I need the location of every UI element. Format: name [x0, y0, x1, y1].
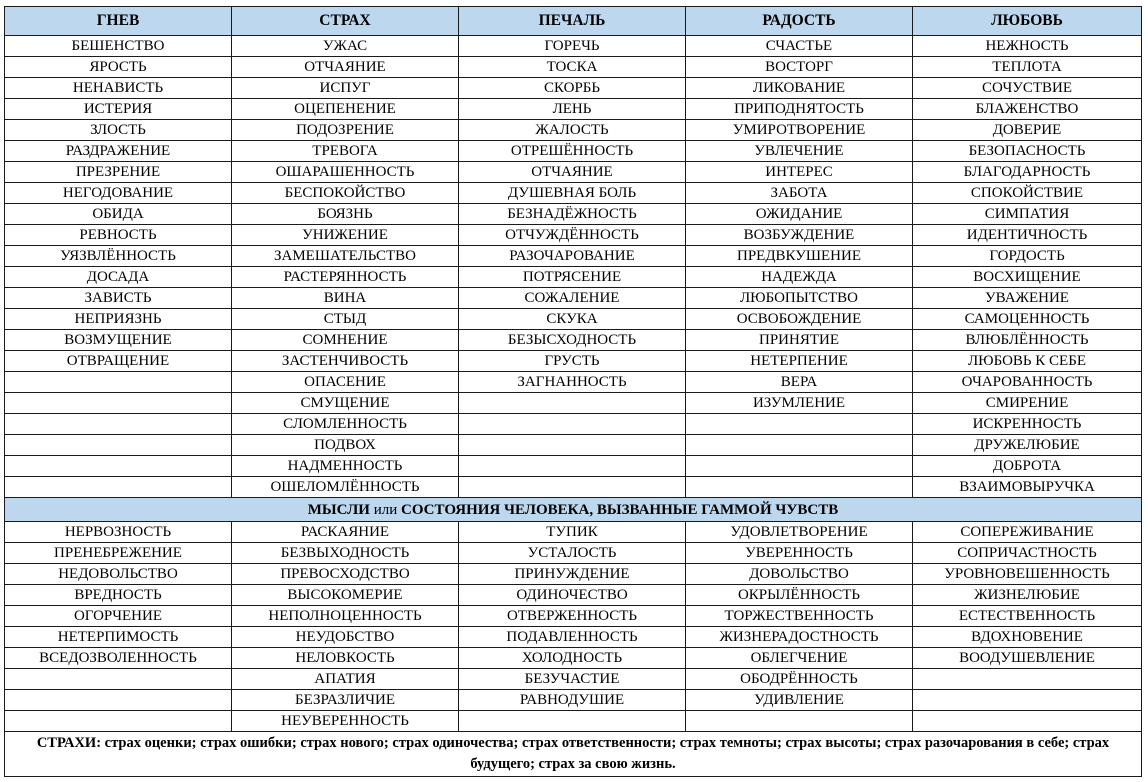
- section-row: [5, 498, 1142, 522]
- table-cell: СИМПАТИЯ: [913, 204, 1142, 225]
- feeling-row: [5, 309, 1142, 330]
- table-cell: ЗАГНАННОСТЬ: [459, 372, 686, 393]
- table-cell: ОЧАРОВАННОСТЬ: [913, 372, 1142, 393]
- table-cell: БЕЗНАДЁЖНОСТЬ: [459, 204, 686, 225]
- table-cell: НЕУДОБСТВО: [232, 627, 459, 648]
- table-cell: ГОРЕЧЬ: [459, 36, 686, 57]
- header-row: [5, 7, 1142, 36]
- column-header-love: ЛЮБОВЬ: [913, 7, 1142, 36]
- table-cell: ЗАВИСТЬ: [5, 288, 232, 309]
- table-cell: ПОДОЗРЕНИЕ: [232, 120, 459, 141]
- feeling-row: [5, 246, 1142, 267]
- table-cell: ПОТРЯСЕНИЕ: [459, 267, 686, 288]
- table-cell: ОШАРАШЕННОСТЬ: [232, 162, 459, 183]
- table-cell: БОЯЗНЬ: [232, 204, 459, 225]
- feelings-table: [4, 6, 1142, 777]
- table-cell: ЗАБОТА: [686, 183, 913, 204]
- table-cell: ОБОДРЁННОСТЬ: [686, 669, 913, 690]
- table-cell: ВЕРА: [686, 372, 913, 393]
- table-cell: АПАТИЯ: [232, 669, 459, 690]
- table-cell: СЛОМЛЕННОСТЬ: [232, 414, 459, 435]
- feeling-row: [5, 141, 1142, 162]
- table-cell: ЯРОСТЬ: [5, 57, 232, 78]
- table-cell: ПРЕЗРЕНИЕ: [5, 162, 232, 183]
- table-cell: НЕУВЕРЕННОСТЬ: [232, 711, 459, 732]
- table-cell: РАЗДРАЖЕНИЕ: [5, 141, 232, 162]
- table-cell: ПОДАВЛЕННОСТЬ: [459, 627, 686, 648]
- feeling-row: [5, 330, 1142, 351]
- table-cell: ОТЧАЯНИЕ: [232, 57, 459, 78]
- table-cell: ЖИЗНЕЛЮБИЕ: [913, 585, 1142, 606]
- section-title: МЫСЛИ или СОСТОЯНИЯ ЧЕЛОВЕКА, ВЫЗВАННЫЕ ГАММОЙ ЧУВСТВ: [5, 498, 1142, 522]
- table-cell: УДОВЛЕТВОРЕНИЕ: [686, 522, 913, 543]
- table-cell: НЕНАВИСТЬ: [5, 78, 232, 99]
- column-header-fear: СТРАХ: [232, 7, 459, 36]
- table-cell: УВЛЕЧЕНИЕ: [686, 141, 913, 162]
- feeling-row: [5, 435, 1142, 456]
- table-cell: УРОВНОВЕШЕННОСТЬ: [913, 564, 1142, 585]
- state-row: [5, 648, 1142, 669]
- column-header-sadness: ПЕЧАЛЬ: [459, 7, 686, 36]
- table-cell: НАДЕЖДА: [686, 267, 913, 288]
- table-cell: НЕТЕРПЕНИЕ: [686, 351, 913, 372]
- table-cell: СПОКОЙСТВИЕ: [913, 183, 1142, 204]
- table-cell: ОПАСЕНИЕ: [232, 372, 459, 393]
- table-cell: [913, 711, 1142, 732]
- feeling-row: [5, 57, 1142, 78]
- fears-note: СТРАХИ: страх оценки; страх ошибки; страх нового; страх одиночества; страх ответственности; страх темноты; страх высоты; страх разочарования в себе; страх будущего; страх за свою жизнь.: [5, 732, 1142, 777]
- table-cell: [686, 435, 913, 456]
- state-row: [5, 669, 1142, 690]
- table-cell: УЯЗВЛЁННОСТЬ: [5, 246, 232, 267]
- table-cell: ВИНА: [232, 288, 459, 309]
- table-cell: [5, 669, 232, 690]
- state-row: [5, 522, 1142, 543]
- table-cell: [5, 414, 232, 435]
- table-cell: [5, 435, 232, 456]
- table-cell: ЖАЛОСТЬ: [459, 120, 686, 141]
- table-cell: [459, 711, 686, 732]
- table-cell: ОБЛЕГЧЕНИЕ: [686, 648, 913, 669]
- feeling-row: [5, 36, 1142, 57]
- table-cell: ИДЕНТИЧНОСТЬ: [913, 225, 1142, 246]
- section-title-connector: или: [373, 501, 398, 518]
- table-cell: НЕТЕРПИМОСТЬ: [5, 627, 232, 648]
- footer-row: [5, 732, 1142, 777]
- table-cell: ОСВОБОЖДЕНИЕ: [686, 309, 913, 330]
- table-cell: РАЗОЧАРОВАНИЕ: [459, 246, 686, 267]
- state-row: [5, 543, 1142, 564]
- table-cell: НАДМЕННОСТЬ: [232, 456, 459, 477]
- table-cell: НЕДОВОЛЬСТВО: [5, 564, 232, 585]
- table-cell: УВЕРЕННОСТЬ: [686, 543, 913, 564]
- table-cell: ВООДУШЕВЛЕНИЕ: [913, 648, 1142, 669]
- table-cell: ВЛЮБЛЁННОСТЬ: [913, 330, 1142, 351]
- table-cell: ОБИДА: [5, 204, 232, 225]
- table-cell: ДОВЕРИЕ: [913, 120, 1142, 141]
- table-cell: ОТЧАЯНИЕ: [459, 162, 686, 183]
- table-cell: УЖАС: [232, 36, 459, 57]
- table-cell: [686, 456, 913, 477]
- table-cell: РАСКАЯНИЕ: [232, 522, 459, 543]
- table-cell: НЕЛОВКОСТЬ: [232, 648, 459, 669]
- table-cell: ТОРЖЕСТВЕННОСТЬ: [686, 606, 913, 627]
- table-cell: [5, 456, 232, 477]
- table-cell: НЕПРИЯЗНЬ: [5, 309, 232, 330]
- table-cell: БЕЗУЧАСТИЕ: [459, 669, 686, 690]
- column-header-joy: РАДОСТЬ: [686, 7, 913, 36]
- table-cell: ЗАСТЕНЧИВОСТЬ: [232, 351, 459, 372]
- table-cell: [686, 414, 913, 435]
- table-cell: БЛАГОДАРНОСТЬ: [913, 162, 1142, 183]
- feeling-row: [5, 288, 1142, 309]
- feeling-row: [5, 204, 1142, 225]
- feeling-row: [5, 267, 1142, 288]
- table-cell: ЗАМЕШАТЕЛЬСТВО: [232, 246, 459, 267]
- table-cell: ВОЗМУЩЕНИЕ: [5, 330, 232, 351]
- table-cell: НЕЖНОСТЬ: [913, 36, 1142, 57]
- feeling-row: [5, 477, 1142, 498]
- table-cell: ОТВЕРЖЕННОСТЬ: [459, 606, 686, 627]
- table-cell: ВЫСОКОМЕРИЕ: [232, 585, 459, 606]
- table-cell: ТОСКА: [459, 57, 686, 78]
- table-cell: ОЦЕПЕНЕНИЕ: [232, 99, 459, 120]
- state-row: [5, 585, 1142, 606]
- table-cell: БЕЗВЫХОДНОСТЬ: [232, 543, 459, 564]
- table-cell: СЧАСТЬЕ: [686, 36, 913, 57]
- table-cell: УДИВЛЕНИЕ: [686, 690, 913, 711]
- table-cell: [5, 711, 232, 732]
- table-cell: [5, 477, 232, 498]
- table-cell: [459, 456, 686, 477]
- table-cell: СОПРИЧАСТНОСТЬ: [913, 543, 1142, 564]
- table-cell: ВОСТОРГ: [686, 57, 913, 78]
- table-cell: СМИРЕНИЕ: [913, 393, 1142, 414]
- table-cell: ОТЧУЖДЁННОСТЬ: [459, 225, 686, 246]
- table-cell: [5, 372, 232, 393]
- table-cell: БЛАЖЕНСТВО: [913, 99, 1142, 120]
- table-cell: ПРЕДВКУШЕНИЕ: [686, 246, 913, 267]
- table-cell: ТУПИК: [459, 522, 686, 543]
- feelings-body: [5, 36, 1142, 498]
- table-cell: ЗЛОСТЬ: [5, 120, 232, 141]
- table-cell: БЕСПОКОЙСТВО: [232, 183, 459, 204]
- table-cell: СОЖАЛЕНИЕ: [459, 288, 686, 309]
- table-cell: ОДИНОЧЕСТВО: [459, 585, 686, 606]
- feeling-row: [5, 393, 1142, 414]
- table-cell: ТЕПЛОТА: [913, 57, 1142, 78]
- table-cell: ДУШЕВНАЯ БОЛЬ: [459, 183, 686, 204]
- table-cell: ПРИПОДНЯТОСТЬ: [686, 99, 913, 120]
- table-cell: ИЗУМЛЕНИЕ: [686, 393, 913, 414]
- state-row: [5, 690, 1142, 711]
- table-cell: ГРУСТЬ: [459, 351, 686, 372]
- table-cell: ХОЛОДНОСТЬ: [459, 648, 686, 669]
- feeling-row: [5, 372, 1142, 393]
- table-cell: [459, 435, 686, 456]
- feeling-row: [5, 183, 1142, 204]
- table-cell: [686, 711, 913, 732]
- table-cell: ВРЕДНОСТЬ: [5, 585, 232, 606]
- table-cell: РАСТЕРЯННОСТЬ: [232, 267, 459, 288]
- table-cell: СКУКА: [459, 309, 686, 330]
- table-cell: БЕЗРАЗЛИЧИЕ: [232, 690, 459, 711]
- table-cell: БЕШЕНСТВО: [5, 36, 232, 57]
- table-cell: ВЗАИМОВЫРУЧКА: [913, 477, 1142, 498]
- table-cell: ИСПУГ: [232, 78, 459, 99]
- table-cell: ИСТЕРИЯ: [5, 99, 232, 120]
- table-cell: [459, 393, 686, 414]
- table-cell: СТЫД: [232, 309, 459, 330]
- state-row: [5, 564, 1142, 585]
- table-cell: САМОЦЕННОСТЬ: [913, 309, 1142, 330]
- table-cell: НЕГОДОВАНИЕ: [5, 183, 232, 204]
- state-row: [5, 711, 1142, 732]
- table-cell: ЕСТЕСТВЕННОСТЬ: [913, 606, 1142, 627]
- table-cell: РЕВНОСТЬ: [5, 225, 232, 246]
- table-cell: УСТАЛОСТЬ: [459, 543, 686, 564]
- feeling-row: [5, 351, 1142, 372]
- feeling-row: [5, 162, 1142, 183]
- table-cell: ДОСАДА: [5, 267, 232, 288]
- table-cell: НЕПОЛНОЦЕННОСТЬ: [232, 606, 459, 627]
- table-cell: ПРЕВОСХОДСТВО: [232, 564, 459, 585]
- table-cell: БЕЗЫСХОДНОСТЬ: [459, 330, 686, 351]
- table-cell: СОМНЕНИЕ: [232, 330, 459, 351]
- table-cell: РАВНОДУШИЕ: [459, 690, 686, 711]
- table-cell: ИСКРЕННОСТЬ: [913, 414, 1142, 435]
- table-cell: ЛЮБОПЫТСТВО: [686, 288, 913, 309]
- feeling-row: [5, 78, 1142, 99]
- table-cell: ВОЗБУЖДЕНИЕ: [686, 225, 913, 246]
- table-cell: ЛИКОВАНИЕ: [686, 78, 913, 99]
- table-cell: СОЧУСТВИЕ: [913, 78, 1142, 99]
- table-cell: ДОБРОТА: [913, 456, 1142, 477]
- state-row: [5, 606, 1142, 627]
- feeling-row: [5, 99, 1142, 120]
- feeling-row: [5, 225, 1142, 246]
- table-cell: [686, 477, 913, 498]
- table-cell: ЖИЗНЕРАДОСТНОСТЬ: [686, 627, 913, 648]
- table-cell: [459, 414, 686, 435]
- table-cell: ДРУЖЕЛЮБИЕ: [913, 435, 1142, 456]
- table-cell: ВДОХНОВЕНИЕ: [913, 627, 1142, 648]
- table-cell: ГОРДОСТЬ: [913, 246, 1142, 267]
- table-cell: ВСЕДОЗВОЛЕННОСТЬ: [5, 648, 232, 669]
- table-cell: ЛЮБОВЬ К СЕБЕ: [913, 351, 1142, 372]
- table-cell: ЛЕНЬ: [459, 99, 686, 120]
- table-cell: УВАЖЕНИЕ: [913, 288, 1142, 309]
- table-cell: ДОВОЛЬСТВО: [686, 564, 913, 585]
- table-cell: ПРИНЯТИЕ: [686, 330, 913, 351]
- table-cell: СКОРБЬ: [459, 78, 686, 99]
- table-cell: ОГОРЧЕНИЕ: [5, 606, 232, 627]
- table-cell: ПРЕНЕБРЕЖЕНИЕ: [5, 543, 232, 564]
- table-cell: СОПЕРЕЖИВАНИЕ: [913, 522, 1142, 543]
- table-cell: [913, 690, 1142, 711]
- table-cell: УНИЖЕНИЕ: [232, 225, 459, 246]
- table-cell: ИНТЕРЕС: [686, 162, 913, 183]
- table-cell: НЕРВОЗНОСТЬ: [5, 522, 232, 543]
- states-body: [5, 522, 1142, 732]
- table-cell: ОЖИДАНИЕ: [686, 204, 913, 225]
- state-row: [5, 627, 1142, 648]
- table-cell: ОКРЫЛЁННОСТЬ: [686, 585, 913, 606]
- table-cell: БЕЗОПАСНОСТЬ: [913, 141, 1142, 162]
- table-cell: ОТРЕШЁННОСТЬ: [459, 141, 686, 162]
- table-cell: ТРЕВОГА: [232, 141, 459, 162]
- table-cell: ПРИНУЖДЕНИЕ: [459, 564, 686, 585]
- feeling-row: [5, 456, 1142, 477]
- column-header-anger: ГНЕВ: [5, 7, 232, 36]
- table-cell: УМИРОТВОРЕНИЕ: [686, 120, 913, 141]
- table-cell: [459, 477, 686, 498]
- table-cell: ОШЕЛОМЛЁННОСТЬ: [232, 477, 459, 498]
- table-cell: ВОСХИЩЕНИЕ: [913, 267, 1142, 288]
- feeling-row: [5, 120, 1142, 141]
- table-cell: [5, 393, 232, 414]
- table-cell: [913, 669, 1142, 690]
- table-cell: [5, 690, 232, 711]
- table-cell: ОТВРАЩЕНИЕ: [5, 351, 232, 372]
- feeling-row: [5, 414, 1142, 435]
- table-cell: ПОДВОХ: [232, 435, 459, 456]
- table-cell: СМУЩЕНИЕ: [232, 393, 459, 414]
